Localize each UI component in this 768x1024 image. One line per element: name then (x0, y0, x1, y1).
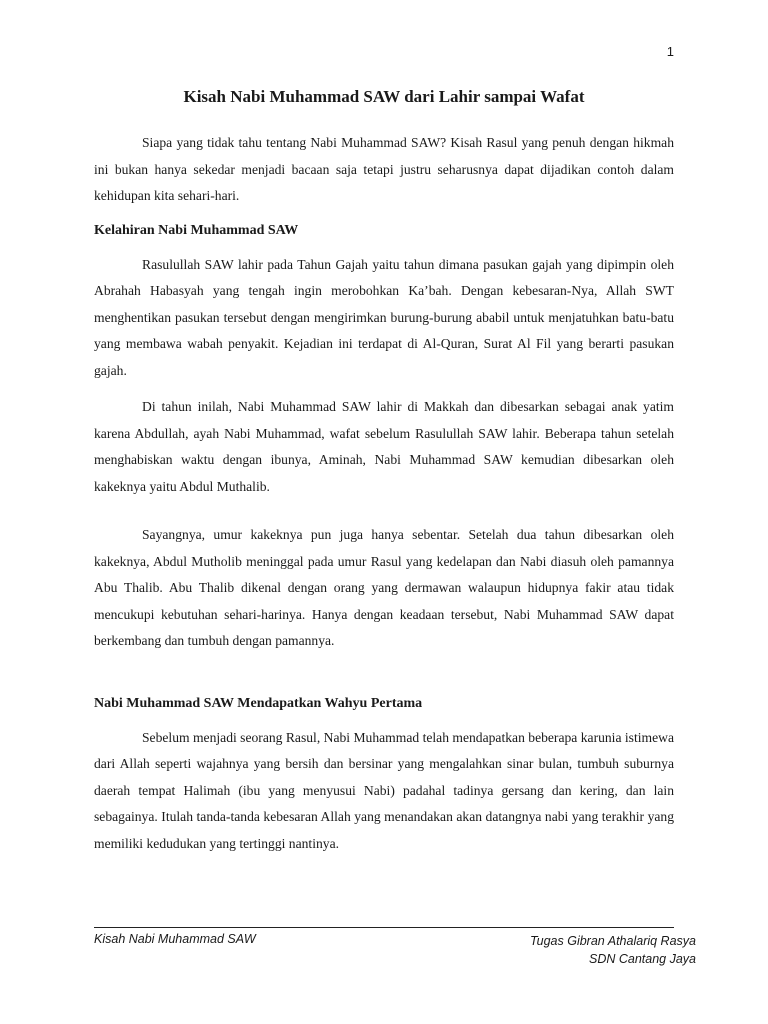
paragraph: Sebelum menjadi seorang Rasul, Nabi Muhammad telah mendapatkan beberapa karunia istimewa dari Allah seperti wajahnya yang bersih dan bersinar yang mengalahkan sinar bulan, tumbuh suburnya daerah tempat Halimah (ibu yang menyusui Nabi) padahal tadinya gersang dan kering, dan lain sebagainya. Itulah tanda-tanda kebesaran Allah yang menandakan akan datangnya nabi yang terakhir yang memiliki kedudukan yang tertinggi nantinya. (94, 729, 674, 851)
section-heading-wahyu-pertama: Nabi Muhammad SAW Mendapatkan Wahyu Pertama (94, 695, 423, 711)
paragraph: Rasulullah SAW lahir pada Tahun Gajah yaitu tahun dimana pasukan gajah yang dipimpin oleh Abrahah Habasyah yang tengah ingin merobohkan Ka’bah. Dengan kebesaran-Nya, Allah SWT menghentikan pasukan tersebut dengan mengirimkan burung-burung ababil untuk menjatuhkan batu-batu yang membawa wabah penyakit. Kejadian ini terdapat di Al-Quran, Surat Al Fil yang berarti pasukan gajah. (94, 256, 674, 378)
paragraph: Di tahun inilah, Nabi Muhammad SAW lahir di Makkah dan dibesarkan sebagai anak yatim karena Abdullah, ayah Nabi Muhammad, wafat sebelum Rasulullah SAW lahir. Beberapa tahun setelah menghabiskan waktu dengan ibunya, Aminah, Nabi Muhammad SAW kemudian dibesarkan oleh kakeknya yaitu Abdul Muthalib. (94, 399, 674, 494)
intro-paragraph: Siapa yang tidak tahu tentang Nabi Muhammad SAW? Kisah Rasul yang penuh dengan hikmah ini bukan hanya sekedar menjadi bacaan saja tetapi justru seharusnya dapat dijadikan contoh dalam kehidupan kita sehari-hari. (94, 135, 674, 203)
footer-divider (94, 927, 674, 928)
spacer (94, 665, 674, 679)
footer-author-block (530, 932, 696, 968)
page-number: 1 (666, 44, 674, 59)
footer-document-title: Kisah Nabi Muhammad SAW (94, 932, 256, 946)
document-body (94, 86, 674, 867)
spacer (94, 510, 674, 522)
paragraph: Sayangnya, umur kakeknya pun juga hanya sebentar. Setelah dua tahun dibesarkan oleh kakeknya, Abdul Mutholib meninggal pada umur Rasul yang kedelapan dan Nabi diasuh oleh pamannya Abu Thalib. Abu Thalib dikenal dengan orang yang dermawan walaupun hidupnya fakir atau tidak mencukupi kebutuhan sehari-harinya. Hanya dengan keadaan tersebut, Nabi Muhammad SAW dapat berkembang dan tumbuh dengan pamannya. (94, 527, 674, 648)
section-heading-kelahiran: Kelahiran Nabi Muhammad SAW (94, 222, 299, 238)
footer-author: Tugas Gibran Athalariq Rasya (529, 934, 696, 948)
footer-school: SDN Cantang Jaya (588, 952, 696, 966)
document-title: Kisah Nabi Muhammad SAW dari Lahir sampai Wafat (183, 87, 585, 106)
